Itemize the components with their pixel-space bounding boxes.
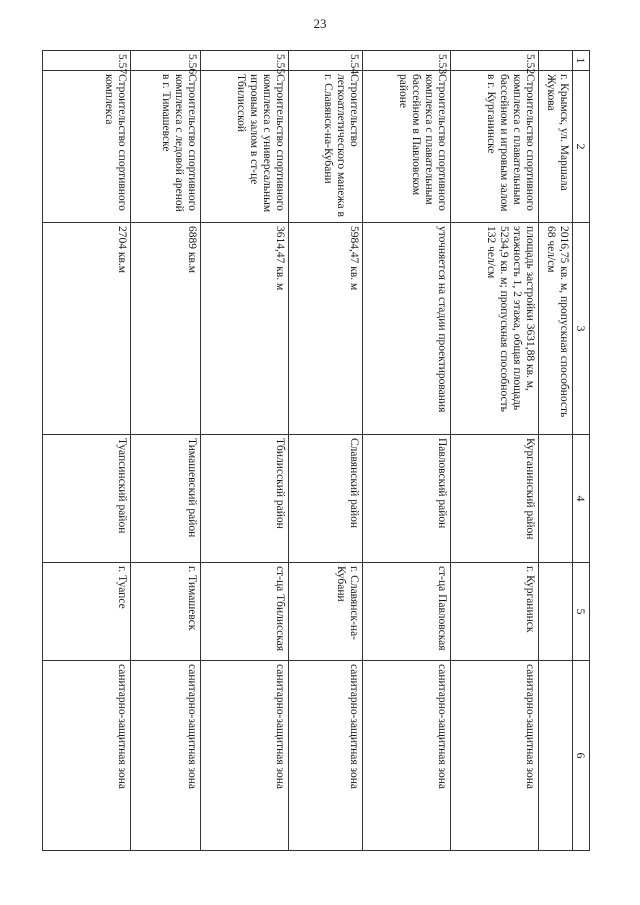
cell-params: уточняется на стадии проектирования (363, 223, 451, 435)
table-row (289, 51, 363, 851)
cell-district: Павловский район (363, 435, 451, 563)
continuation-row (539, 51, 573, 851)
cell-zone: санитарно-защитная зона (131, 661, 201, 851)
cell-params: 5984,47 кв. м (289, 223, 363, 435)
table-row (43, 51, 131, 851)
cell-name: Строительство легкоатлетического манежа в г. Славянск-на-Кубани (289, 71, 363, 223)
cell-district (539, 435, 573, 563)
cell-settlement: ст-ца Тбилисская (201, 563, 289, 661)
cell-params: 3614,47 кв. м (201, 223, 289, 435)
table-row (363, 51, 451, 851)
table-row (201, 51, 289, 851)
header-col-4: 4 (573, 435, 590, 563)
cell-params: 6889 кв.м (131, 223, 201, 435)
header-col-2: 2 (573, 71, 590, 223)
cell-num: 5.55 (201, 51, 289, 71)
cell-settlement: г. Курганинск (451, 563, 539, 661)
cell-num: 5.52 (451, 51, 539, 71)
cell-params: площадь застройки 3631,88 кв. м, этажность 1, 2 этажа, общая площадь 5234,9 кв. м; пропускная способность 132 чел/см (451, 223, 539, 435)
cell-name: Строительство спортивного комплекса с плавательным бассейном и игровым залом в г. Курганинске (451, 71, 539, 223)
header-col-3: 3 (573, 223, 590, 435)
objects-table (42, 50, 590, 851)
page-number: 23 (313, 16, 327, 31)
cell-params: 2016,75 кв. м, пропускная способность 68 чел/см (539, 223, 573, 435)
cell-name: Строительство спортивного комплекса с ледовой ареной в г. Тимашевске (131, 71, 201, 223)
rotated-table-container (42, 50, 590, 850)
cell-settlement: г. Тимашевск (131, 563, 201, 661)
cell-zone: санитарно-защитная зона (451, 661, 539, 851)
cell-district: Курганинский район (451, 435, 539, 563)
cell-num: 5.57 (43, 51, 131, 71)
cell-zone: санитарно-защитная зона (363, 661, 451, 851)
cell-num (539, 51, 573, 71)
cell-district: Туапсинский район (43, 435, 131, 563)
cell-name: Строительство спортивного комплекса с плавательным бассейном в Павловском районе (363, 71, 451, 223)
rotated-table-wrapper (42, 50, 590, 850)
cell-name: г. Крымск, ул. Маршала Жукова (539, 71, 573, 223)
cell-num: 5.53 (363, 51, 451, 71)
cell-zone: санитарно-защитная зона (289, 661, 363, 851)
cell-settlement: г. Славянск-на-Кубани (289, 563, 363, 661)
cell-district: Славянский район (289, 435, 363, 563)
cell-num: 5.54 (289, 51, 363, 71)
table-row (131, 51, 201, 851)
cell-district: Тбилисский район (201, 435, 289, 563)
header-col-5: 5 (573, 563, 590, 661)
cell-settlement: г. Туапсе (43, 563, 131, 661)
cell-district: Тимашевский район (131, 435, 201, 563)
table-row (451, 51, 539, 851)
header-row (573, 51, 590, 851)
cell-name: Строительство спортивного комплекса (43, 71, 131, 223)
cell-zone: санитарно-защитная зона (201, 661, 289, 851)
cell-settlement (539, 563, 573, 661)
cell-zone (539, 661, 573, 851)
header-col-6: 6 (573, 661, 590, 851)
cell-settlement: ст-ца Павловская (363, 563, 451, 661)
cell-name: Строительство спортивного комплекса с универсальным игровым залом в ст-це Тбилисской (201, 71, 289, 223)
cell-params: 2704 кв.м (43, 223, 131, 435)
header-col-1: 1 (573, 51, 590, 71)
cell-zone: санитарно-защитная зона (43, 661, 131, 851)
cell-num: 5.56 (131, 51, 201, 71)
